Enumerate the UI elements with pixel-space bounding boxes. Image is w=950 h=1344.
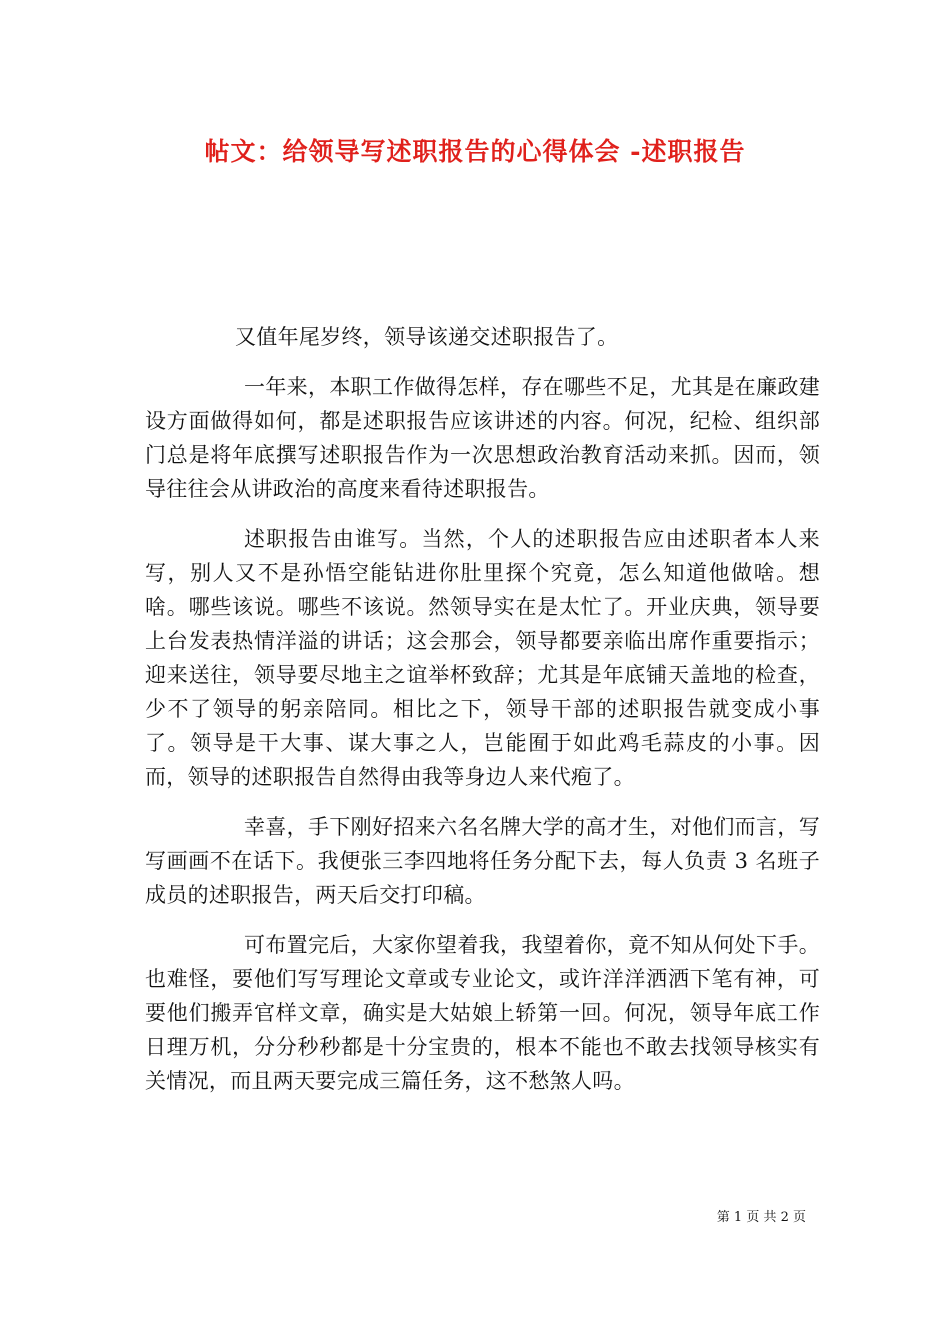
paragraph-2: 一年来，本职工作做得怎样，存在哪些不足，尤其是在廉政建设方面做得如何，都是述职报告应该讲述的内容。何况，纪检、组织部门总是将年底撰写述职报告作为一次思想政治教育活动来抓。因而，领导往往会从讲政治的高度来看待述职报告。 (145, 375, 820, 501)
paragraph-1: 又值年尾岁终，领导该递交述职报告了。 (235, 325, 619, 349)
paragraph-5: 可布置完后，大家你望着我，我望着你，竟不知从何处下手。也难怪，要他们写写理论文章或专业论文，或许洋洋洒洒下笔有神，可要他们搬弄官样文章，确实是大姑娘上轿第一回。何况，领导年底工作日理万机，分分秒秒都是十分宝贵的，根本不能也不敢去找领导核实有关情况，而且两天要完成三篇任务，这不愁煞人吗。 (145, 933, 820, 1093)
document-body (145, 320, 820, 1114)
document-title: 帖文：给领导写述职报告的心得体会 -述职报告 (204, 137, 746, 166)
page-number-footer: 第 1 页 共 2 页 (716, 1210, 806, 1225)
paragraph-4: 幸喜，手下刚好招来六名名牌大学的高才生，对他们而言，写写画画不在话下。我便张三李四地将任务分配下去，每人负责 3 名班子成员的述职报告，两天后交打印稿。 (145, 815, 820, 907)
paragraph-3: 述职报告由谁写。当然，个人的述职报告应由述职者本人来写，别人又不是孙悟空能钻进你肚里探个究竟，怎么知道他做啥。想啥。哪些该说。哪些不该说。然领导实在是太忙了。开业庆典，领导要上台发表热情洋溢的讲话；这会那会，领导都要亲临出席作重要指示；迎来送往，领导要尽地主之谊举杯致辞；尤其是年底铺天盖地的检查，少不了领导的躬亲陪同。相比之下，领导干部的述职报告就变成小事了。领导是干大事、谋大事之人，岂能囿于如此鸡毛蒜皮的小事。因而，领导的述职报告自然得由我等身边人来代疱了。 (145, 527, 820, 789)
